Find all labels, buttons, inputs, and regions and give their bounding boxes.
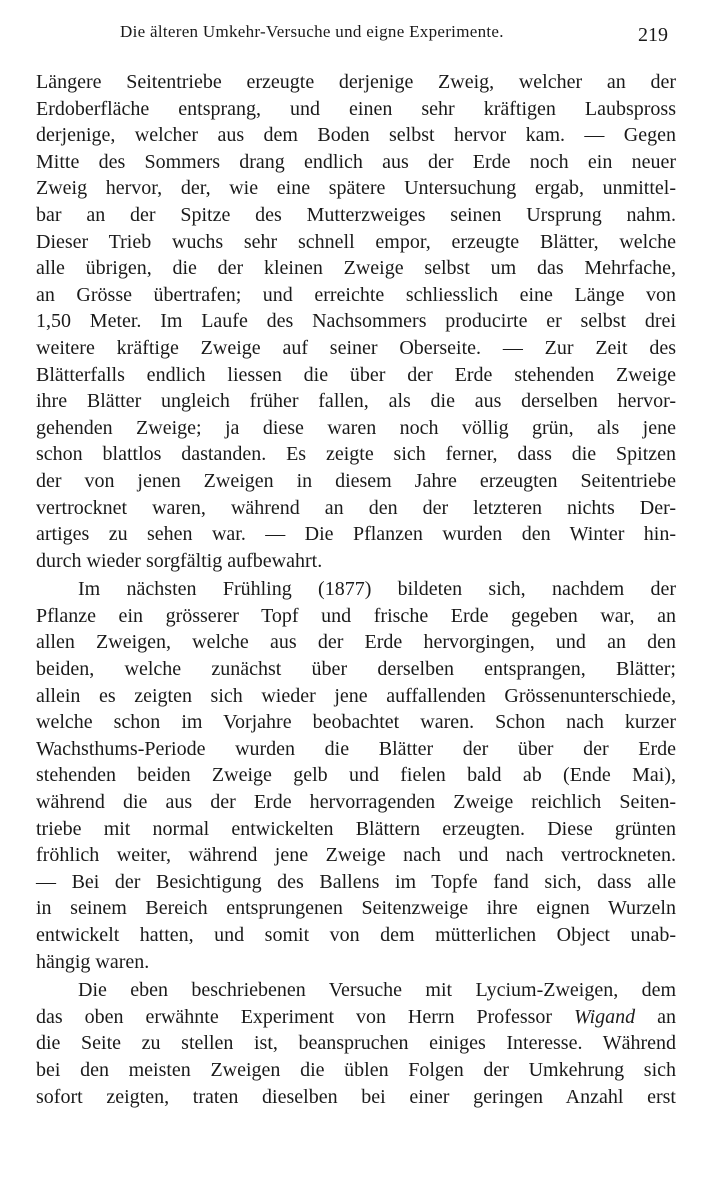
running-head: Die älteren Umkehr-Versuche und eigne Experimente. — [120, 22, 504, 41]
text-line: während die aus der Erde hervorragenden Zweige reichlich Seiten- — [36, 791, 676, 814]
page-number: 219 — [638, 24, 668, 46]
text-line: beiden, welche zunächst über derselben entsprangen, Blätter; — [36, 658, 676, 681]
text-line: — Bei der Besichtigung des Ballens im Topfe fand sich, dass alle — [36, 870, 676, 893]
text-line: bar an der Spitze des Mutterzweiges seinen Ursprung nahm. — [36, 203, 676, 226]
text-line: in seinem Bereich entsprungenen Seitenzweige ihre eignen Wurzeln — [36, 897, 676, 920]
text-line: der von jenen Zweigen in diesem Jahre erzeugten Seitentriebe — [36, 469, 676, 492]
body-text — [36, 69, 676, 1110]
text-line: bei den meisten Zweigen die üblen Folgen der Umkehrung sich — [36, 1058, 676, 1081]
paragraph-2 — [36, 576, 676, 975]
text-line: Dieser Trieb wuchs sehr schnell empor, erzeugte Blätter, welche — [36, 230, 676, 253]
text-line: die Seite zu stellen ist, beanspruchen einiges Interesse. Während — [36, 1032, 676, 1055]
text-line: Erdoberfläche entsprang, und einen sehr kräftigen Laubspross — [36, 97, 676, 120]
paragraph-3 — [36, 977, 676, 1110]
text-line: allein es zeigten sich wieder jene auffallenden Grössenunterschiede, — [36, 684, 676, 707]
paragraph-1 — [36, 69, 676, 574]
text-segment: das oben erwähnte Experiment von Herrn Professor — [36, 1005, 553, 1028]
text-line: allen Zweigen, welche aus der Erde hervorgingen, und an den — [36, 631, 676, 654]
author-name: Wigand — [574, 1005, 636, 1028]
text-line: vertrocknet waren, während an den der letzteren nichts Der- — [36, 496, 676, 519]
text-line: an Grösse übertrafen; und erreichte schliesslich eine Länge von — [36, 283, 676, 306]
text-line: Pflanze ein grösserer Topf und frische Erde gegeben war, an — [36, 604, 676, 627]
text-line: sofort zeigten, traten dieselben bei einer geringen Anzahl erst — [36, 1085, 676, 1108]
text-line: Längere Seitentriebe erzeugte derjenige Zweig, welcher an der — [36, 71, 676, 93]
text-line: entwickelt hatten, und somit von dem mütterlichen Object unab- — [36, 924, 676, 946]
text-line: Zweig hervor, der, wie eine spätere Untersuchung ergab, unmittel- — [36, 177, 676, 200]
text-line: schon blattlos dastanden. Es zeigte sich ferner, dass die Spitzen — [36, 443, 676, 466]
text-line: stehenden beiden Zweige gelb und fielen bald ab (Ende Mai), — [36, 764, 676, 787]
text-line: Blätterfalls endlich liessen die über der Erde stehenden Zweige — [36, 363, 676, 386]
text-line: artiges zu sehen war. — Die Pflanzen wurden den Winter hin- — [36, 523, 676, 546]
text-line: weitere kräftige Zweige auf seiner Oberseite. — Zur Zeit des — [36, 336, 676, 359]
text-segment: an — [657, 1005, 677, 1028]
text-line: gehenden Zweige; ja diese waren noch völlig grün, als jene — [36, 416, 676, 439]
text-line: 1,50 Meter. Im Laufe des Nachsommers producirte er selbst drei — [36, 310, 676, 333]
text-line: derjenige, welcher aus dem Boden selbst hervor kam. — Gegen — [36, 124, 676, 147]
text-line: Im nächsten Frühling (1877) bildeten sich, nachdem der — [78, 578, 676, 601]
text-line: alle übrigen, die der kleinen Zweige selbst um das Mehrfache, — [36, 257, 676, 280]
text-line: Wachsthums-Periode wurden die Blätter der über der Erde — [36, 737, 676, 760]
text-line — [36, 1004, 676, 1031]
text-line: Die eben beschriebenen Versuche mit Lycium-Zweigen, dem — [78, 979, 676, 1002]
text-line: hängig waren. — [36, 950, 150, 973]
text-line: Mitte des Sommers drang endlich aus der Erde noch ein neuer — [36, 150, 676, 173]
text-line: ihre Blätter ungleich früher fallen, als die aus derselben hervor- — [36, 390, 676, 413]
text-line: triebe mit normal entwickelten Blättern erzeugten. Diese grünten — [36, 817, 676, 840]
text-line: fröhlich weiter, während jene Zweige nach und nach vertrockneten. — [36, 844, 676, 867]
text-line: welche schon im Vorjahre beobachtet waren. Schon nach kurzer — [36, 711, 676, 734]
text-line: durch wieder sorgfältig aufbewahrt. — [36, 549, 323, 572]
page-header — [36, 22, 676, 56]
